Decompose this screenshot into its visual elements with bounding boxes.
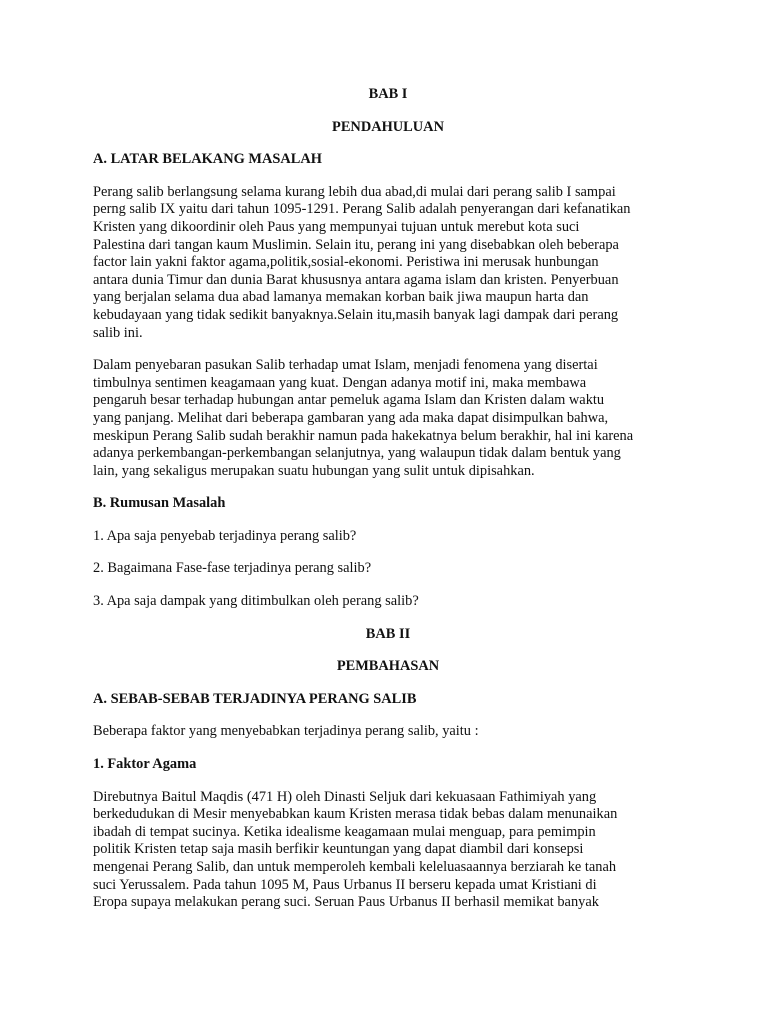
document-content [93,86,683,912]
section-heading: A. SEBAB-SEBAB TERJADINYA PERANG SALIB [93,690,417,707]
paragraph-line: suci Yerussalem. Pada tahun 1095 M, Paus Urbanus II berseru kepada umat Kristiani di [93,876,597,893]
chapter-title: BAB I [368,86,408,102]
list-item: 3. Apa saja dampak yang ditimbulkan oleh perang salib? [93,593,419,610]
chapter-title: BAB II [365,625,411,642]
paragraph [93,184,683,342]
paragraph-line: antara dunia Timur dan dunia Barat khususnya antara agama islam dan kristen. Penyerbuan [93,271,619,288]
paragraph-line: Dalam penyebaran pasukan Salib terhadap umat Islam, menjadi fenomena yang disertai [93,357,598,374]
paragraph-line: ibadah di tempat sucinya. Ketika idealisme keagamaan mulai menguap, para pemimpin [93,823,596,840]
paragraph-line: kebudayaan yang tidak sedikit banyaknya.Selain itu,masih banyak lagi dampak dari perang [93,306,619,323]
paragraph-line: adanya perkembangan-perkembangan selanjutnya, yang walaupun tidak dalam bentuk yang [93,445,621,462]
list-item: 2. Bagaimana Fase-fase terjadinya perang salib? [93,560,372,577]
paragraph-line: Kristen yang dikoordinir oleh Paus yang mempunyai tujuan untuk merebut kota suci [93,218,580,235]
paragraph-line: Perang salib berlangsung selama kurang lebih dua abad,di mulai dari perang salib I sampai [93,183,616,200]
chapter-subtitle: PENDAHULUAN [332,118,444,135]
paragraph-line: politik Kristen tetap saja masih berfikir keuntungan yang dapat diambil dari konsepsi [93,841,584,858]
paragraph-line: berkedudukan di Mesir menyebabkan kaum Kristen merasa tidak bebas dalam menunaikan [93,806,618,823]
list-item: 1. Apa saja penyebab terjadinya perang salib? [93,527,357,544]
paragraph-line: Palestina dari tangan kaum Muslimin. Selain itu, perang ini yang disebabkan oleh beberapa [93,236,619,253]
paragraph-line: yang berjalan selama dua abad lamanya memakan korban baik jiwa maupun harta dan [93,289,589,306]
paragraph-line: lain, yang sekaligus merupakan suatu hubungan yang sulit untuk dipisahkan. [93,462,535,479]
paragraph-line: timbulnya sentimen keagamaan yang kuat. Dengan adanya motif ini, maka membawa [93,374,587,391]
paragraph-line: factor lain yakni faktor agama,politik,sosial-ekonomi. Peristiwa ini merusak hunbungan [93,254,599,271]
paragraph [93,357,683,480]
subsection-heading: 1. Faktor Agama [93,756,197,773]
paragraph-line: perng salib IX yaitu dari tahun 1095-1291. Perang Salib adalah penyerangan dari kefanatikan [93,201,631,218]
paragraph-line: yang panjang. Melihat dari beberapa gambaran yang ada maka dapat disimpulkan bahwa, [93,409,609,426]
paragraph-line: pengaruh besar terhadap hubungan antar pemeluk agama Islam dan Kristen dalam waktu [93,392,605,409]
paragraph: Beberapa faktor yang menyebabkan terjadinya perang salib, yaitu : [93,723,479,740]
section-heading: B. Rumusan Masalah [93,495,226,512]
paragraph-line: meskipun Perang Salib sudah berakhir namun pada hakekatnya belum berakhir, hal ini karena [93,427,634,444]
paragraph-line: Direbutnya Baitul Maqdis (471 H) oleh Dinasti Seljuk dari kekuasaan Fathimiyah yang [93,788,597,805]
chapter-subtitle: PEMBAHASAN [336,658,440,675]
paragraph-line: salib ini. [93,324,143,341]
paragraph [93,789,683,912]
section-heading: A. LATAR BELAKANG MASALAH [93,151,322,168]
paragraph-line: Eropa supaya melakukan perang suci. Seruan Paus Urbanus II berhasil memikat banyak [93,894,599,911]
paragraph-line: mengenai Perang Salib, dan untuk memperoleh kembali keleluasaannya berziarah ke tanah [93,859,617,875]
